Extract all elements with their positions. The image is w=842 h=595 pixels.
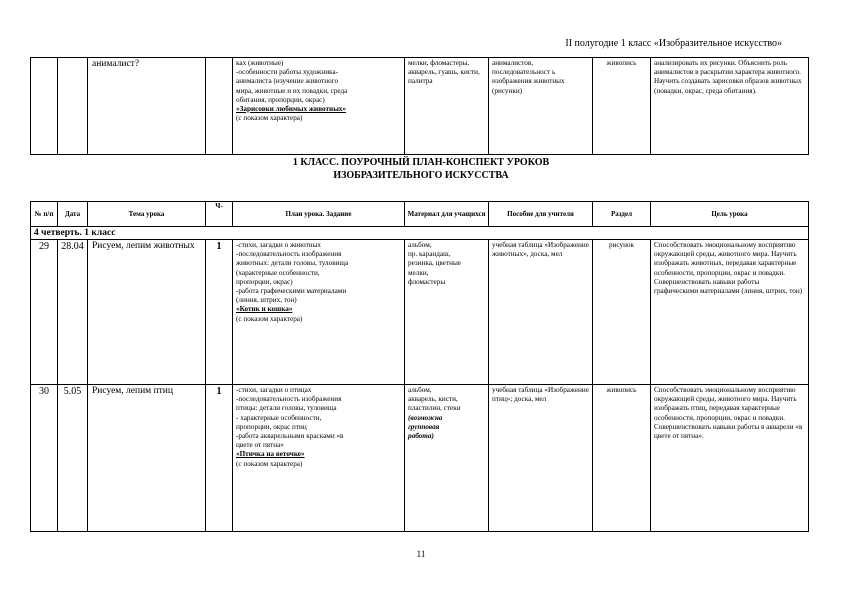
cell-line: (с показом характера) <box>236 459 303 468</box>
cell-line: «Птичка на веточке» <box>236 450 305 459</box>
cont-goal-cell: анализировать их рисунки. Объяснить роль анималистов в раскрытии характера животного. Научить создавать зарисовки образов животных (повадки, окрас, среда обитания). <box>651 58 809 155</box>
lesson-aids: учебная таблица «Изображение птиц»; доска, мел <box>489 385 593 532</box>
lesson-goal: Способствовать эмоциональному восприятию окружающей среды, животного мира. Научить изображать птиц, передавая характерные особенности, пропорции, окрас и повадки. Совершенствовать навыки работы в акварели «в цвете от пятна». <box>651 385 809 532</box>
cell-line: работа) <box>408 432 434 441</box>
lesson-materials <box>405 385 489 532</box>
lesson-materials <box>405 240 489 385</box>
header-row <box>31 202 809 227</box>
table-row <box>31 240 809 385</box>
document-title <box>0 156 842 182</box>
cont-num-cell <box>31 58 58 155</box>
cell-line: «Зарисовки любимых животных» <box>236 105 346 114</box>
header-aids: Пособие для учителя <box>489 202 593 227</box>
cell-line: обитания, пропорции, окрас) <box>236 95 325 104</box>
lesson-plan-table <box>30 201 809 532</box>
header-date: Дата <box>58 202 88 227</box>
cell-line: цвете от пятна» <box>236 441 284 450</box>
cont-topic-cell: анималист? <box>88 58 206 155</box>
cell-line: пропорции, окрас) <box>236 277 293 286</box>
lesson-plan <box>233 385 405 532</box>
lesson-num: 29 <box>31 240 58 385</box>
cell-line: (с показом характера) <box>236 114 303 123</box>
cell-line: резинка, цветные <box>408 259 461 268</box>
cell-line: акварель, кисти, <box>408 395 458 404</box>
header-hours: Ч- <box>206 202 233 227</box>
cell-line: пр. карандаш, <box>408 250 451 259</box>
cell-line: (возможна <box>408 413 443 422</box>
cell-line: (линия, штрих, тон) <box>236 296 297 305</box>
lesson-goal: Способствовать эмоциональному восприятию окружающей среды, животного мира. Научить изображать животных, передавая характерные особенности, пропорции, окрас и повадки. Совершенствовать навыки работы графическими материалами (линия, штрих, тон) <box>651 240 809 385</box>
lesson-aids: учебная таблица «Изображение животных», доска, мел <box>489 240 593 385</box>
header-goal: Цель урока <box>651 202 809 227</box>
header-plan: План урока. Задание <box>233 202 405 227</box>
cont-hours-cell <box>206 58 233 155</box>
lesson-section: рисунок <box>593 240 651 385</box>
cell-line: альбом, <box>408 386 432 394</box>
page-number: 11 <box>416 549 426 559</box>
lesson-num: 30 <box>31 385 58 532</box>
lesson-date: 5.05 <box>58 385 88 532</box>
lesson-date: 28.04 <box>58 240 88 385</box>
cont-aids-cell: анималистов, последовательност ь изображения животных (рисунки) <box>489 58 593 155</box>
cell-line: животных: детали головы, туловища <box>236 259 349 268</box>
cell-line: (с показом характера) <box>236 314 303 323</box>
cell-line: фломастеры <box>408 277 446 286</box>
header-topic: Тема урока <box>88 202 206 227</box>
table-row <box>31 385 809 532</box>
lesson-section: живопись <box>593 385 651 532</box>
continuation-row <box>31 58 809 155</box>
cell-line: групповая <box>408 422 440 431</box>
title-line-1: 1 КЛАСС. ПОУРОЧНЫЙ ПЛАН-КОНСПЕКТ УРОКОВ <box>292 157 550 168</box>
cell-line: птицы: детали головы, туловища <box>236 404 337 413</box>
cont-plan-cell <box>233 58 405 155</box>
cont-date-cell <box>58 58 88 155</box>
header-num: № п/п <box>31 202 58 227</box>
quarter-section-label: 4 четверть. 1 класс <box>31 227 809 240</box>
cell-line: -стихи, загадки о животных <box>236 241 322 249</box>
cell-line: -последовательность изображения <box>236 395 342 404</box>
cell-line: мелки, <box>408 268 429 277</box>
cell-line: -последовательность изображения <box>236 250 342 259</box>
cell-line: «Котик и кошка» <box>236 305 293 314</box>
lesson-plan <box>233 240 405 385</box>
cell-line: -стихи, загадки о птицах <box>236 386 312 394</box>
continuation-table <box>30 57 809 155</box>
lesson-topic: Рисуем, лепим птиц <box>88 385 206 532</box>
cont-materials-cell: мелки, фломастеры, акварель, гуашь, кисти, палитра <box>405 58 489 155</box>
cell-line: -работа графическими материалами <box>236 287 347 296</box>
header-section: Раздел <box>593 202 651 227</box>
lesson-hours: 1 <box>206 240 233 385</box>
cell-line: альбом, <box>408 241 432 249</box>
cell-line: пропорции, окрас птиц <box>236 422 307 431</box>
cell-line: - характерные особенности, <box>236 413 322 422</box>
lesson-hours: 1 <box>206 385 233 532</box>
quarter-section-row <box>31 227 809 240</box>
running-header: II полугодие 1 класс «Изобразительное искусство» <box>565 38 782 49</box>
cell-line: -работа акварельными красками «в <box>236 432 344 441</box>
cell-line: (характерные особенности, <box>236 268 320 277</box>
cell-line: мира, животные и их повадки, среда <box>236 86 348 95</box>
lesson-topic: Рисуем, лепим животных <box>88 240 206 385</box>
header-materials: Материал для учащихся <box>405 202 489 227</box>
cont-section-cell: живопись <box>593 58 651 155</box>
cell-line: анималиста (изучение животного <box>236 77 339 86</box>
cell-line: пластилин, стеки <box>408 404 461 413</box>
cell-line: -особенности работы художника- <box>236 68 339 77</box>
title-line-2: ИЗОБРАЗИТЕЛЬНОГО ИСКУССТВА <box>333 170 509 181</box>
cell-line: ках (животные) <box>236 59 284 67</box>
